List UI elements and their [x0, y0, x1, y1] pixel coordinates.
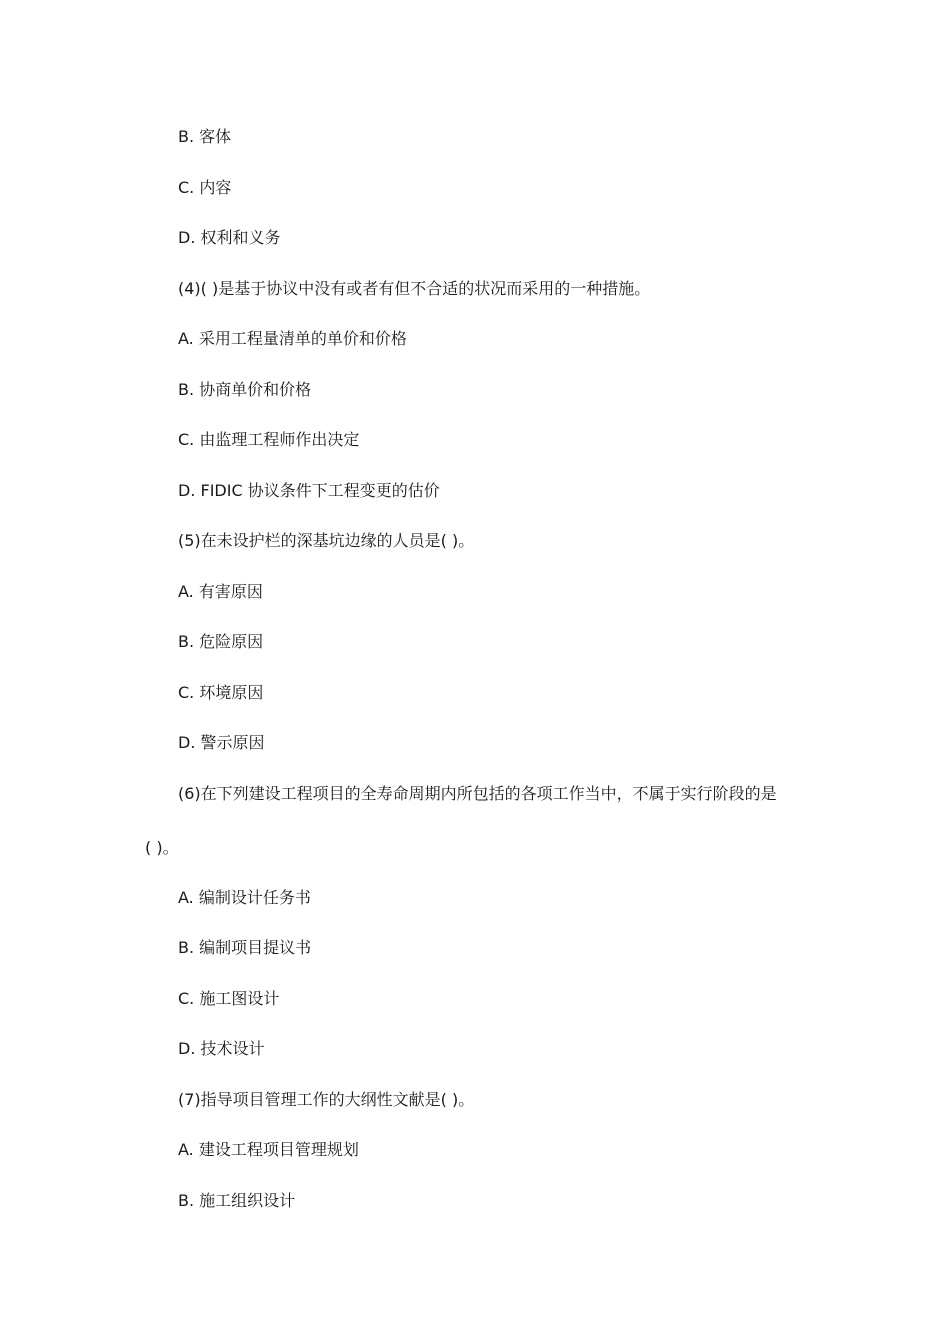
option-c-q5: C. 环境原因	[178, 683, 264, 702]
question-6-continuation: ( )。	[145, 838, 179, 857]
option-a-q5: A. 有害原因	[178, 582, 263, 601]
option-d-q5: D. 警示原因	[178, 733, 265, 752]
option-d-q6: D. 技术设计	[178, 1039, 265, 1058]
question-5: (5)在未设护栏的深基坑边缘的人员是( )。	[178, 531, 475, 550]
question-4: (4)( )是基于协议中没有或者有但不合适的状况而采用的一种措施。	[178, 279, 651, 298]
option-b-q5: B. 危险原因	[178, 632, 264, 651]
option-a-q7: A. 建设工程项目管理规划	[178, 1140, 359, 1159]
option-d-q3: D. 权利和义务	[178, 228, 281, 247]
option-b-q6: B. 编制项目提议书	[178, 938, 312, 957]
option-d-q4: D. FIDIC 协议条件下工程变更的估价	[178, 481, 440, 500]
option-b-q4: B. 协商单价和价格	[178, 380, 312, 399]
option-c-q3: C. 内容	[178, 178, 232, 197]
option-b-q3: B. 客体	[178, 127, 232, 146]
option-a-q6: A. 编制设计任务书	[178, 888, 311, 907]
option-c-q6: C. 施工图设计	[178, 989, 280, 1008]
question-6: (6)在下列建设工程项目的全寿命周期内所包括的各项工作当中，不属于实行阶段的是	[178, 784, 777, 803]
option-a-q4: A. 采用工程量清单的单价和价格	[178, 329, 407, 348]
option-b-q7: B. 施工组织设计	[178, 1191, 296, 1210]
question-7: (7)指导项目管理工作的大纲性文献是( )。	[178, 1090, 475, 1109]
option-c-q4: C. 由监理工程师作出决定	[178, 430, 360, 449]
